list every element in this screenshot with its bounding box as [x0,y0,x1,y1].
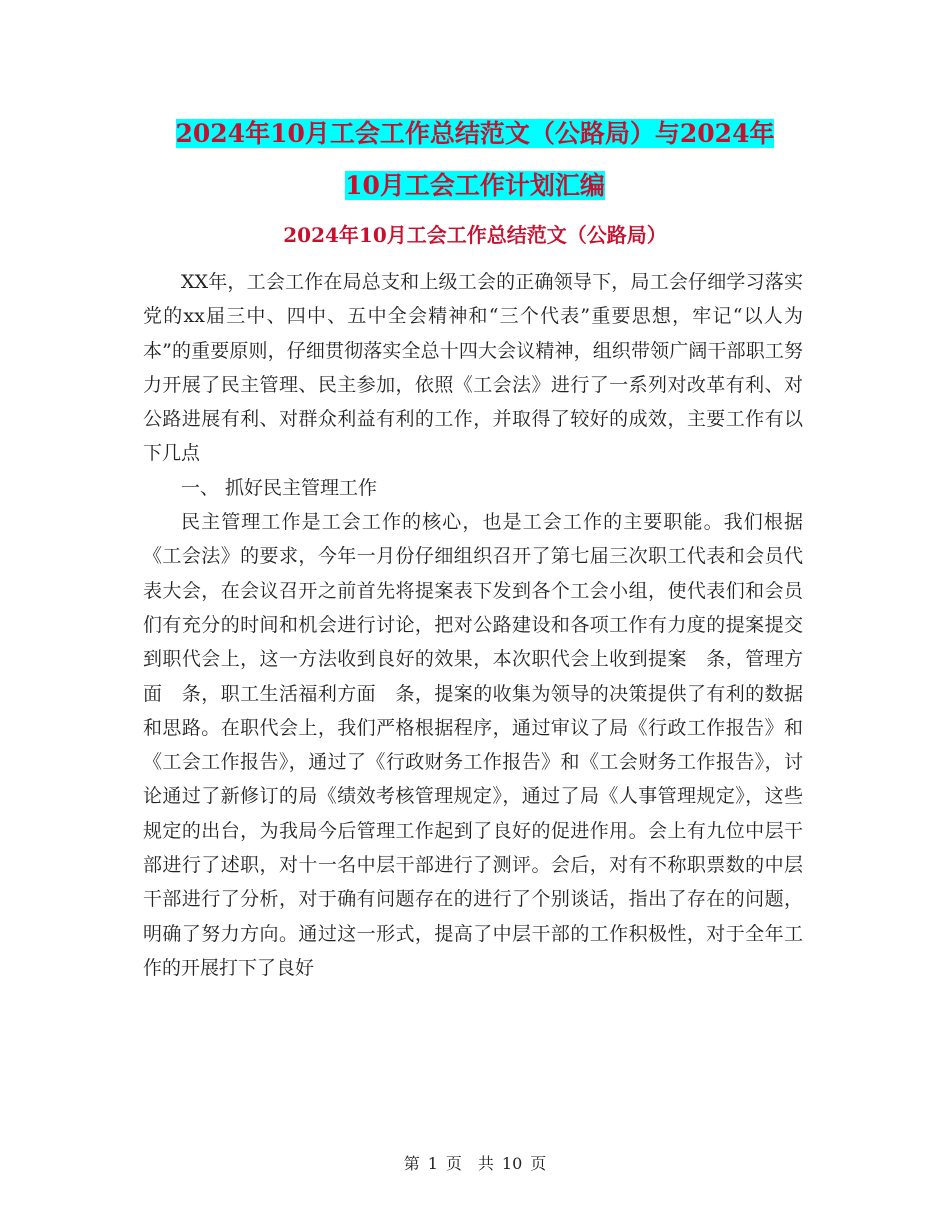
body-text [143,265,803,985]
paragraph-democratic-management: 民主管理工作是工会工作的核心，也是工会工作的主要职能。我们根据《工会法》的要求，今年一月份仔细组织召开了第七届三次职工代表和会员代表大会，在会议召开之前首先将提案表下发到各个工会小组，使代表们和会员们有充分的时间和机会进行讨论，把对公路建设和各项工作有力度的提案提交到职代会上，这一方法收到良好的效果，本次职代会上收到提案 条，管理方面 条，职工生活福利方面 条，提案的收集为领导的决策提供了有利的数据和思路。在职代会上，我们严格根据程序，通过审议了局《行政工作报告》和《工会工作报告》，通过了《行政财务工作报告》和《工会财务工作报告》，讨论通过了新修订的局《绩效考核管理规定》，通过了局《人事管理规定》，这些规定的出台，为我局今后管理工作起到了良好的促进作用。会上有九位中层干部进行了述职，对十一名中层干部进行了测评。会后，对有不称职票数的中层干部进行了分析，对于确有问题存在的进行了个别谈话，指出了存在的问题，明确了努力方向。通过这一形式，提高了中层干部的工作积极性，对于全年工作的开展打下了良好 [143,511,803,979]
paragraph-intro: XX年，工会工作在局总支和上级工会的正确领导下，局工会仔细学习落实党的xx届三中、四中、五中全会精神和“三个代表”重要思想，牢记“以人为本”的重要原则，仔细贯彻落实全总十四大会议精神，组织带领广阔干部职工努力开展了民主管理、民主参加，依照《工会法》进行了一系列对改革有利、对公路进展有利、对群众利益有利的工作，并取得了较好的成效，主要工作有以下几点 [143,271,803,465]
document-title-line-1: 2024年10月工会工作总结范文（公路局）与2024年 [175,119,775,148]
footer-middle: 页 共 [445,1154,494,1173]
footer-total-pages: 10 [501,1154,523,1173]
footer-current-page: 1 [427,1154,438,1173]
footer-prefix: 第 [403,1154,420,1173]
section-title: 2024年10月工会工作总结范文（公路局） [283,223,667,247]
footer-suffix: 页 [530,1154,547,1173]
document-title [140,108,810,212]
page-footer [0,1153,950,1175]
paragraph-heading-1: 一、 抓好民主管理工作 [181,476,378,499]
document-title-line-2: 10月工会工作计划汇编 [345,171,605,200]
